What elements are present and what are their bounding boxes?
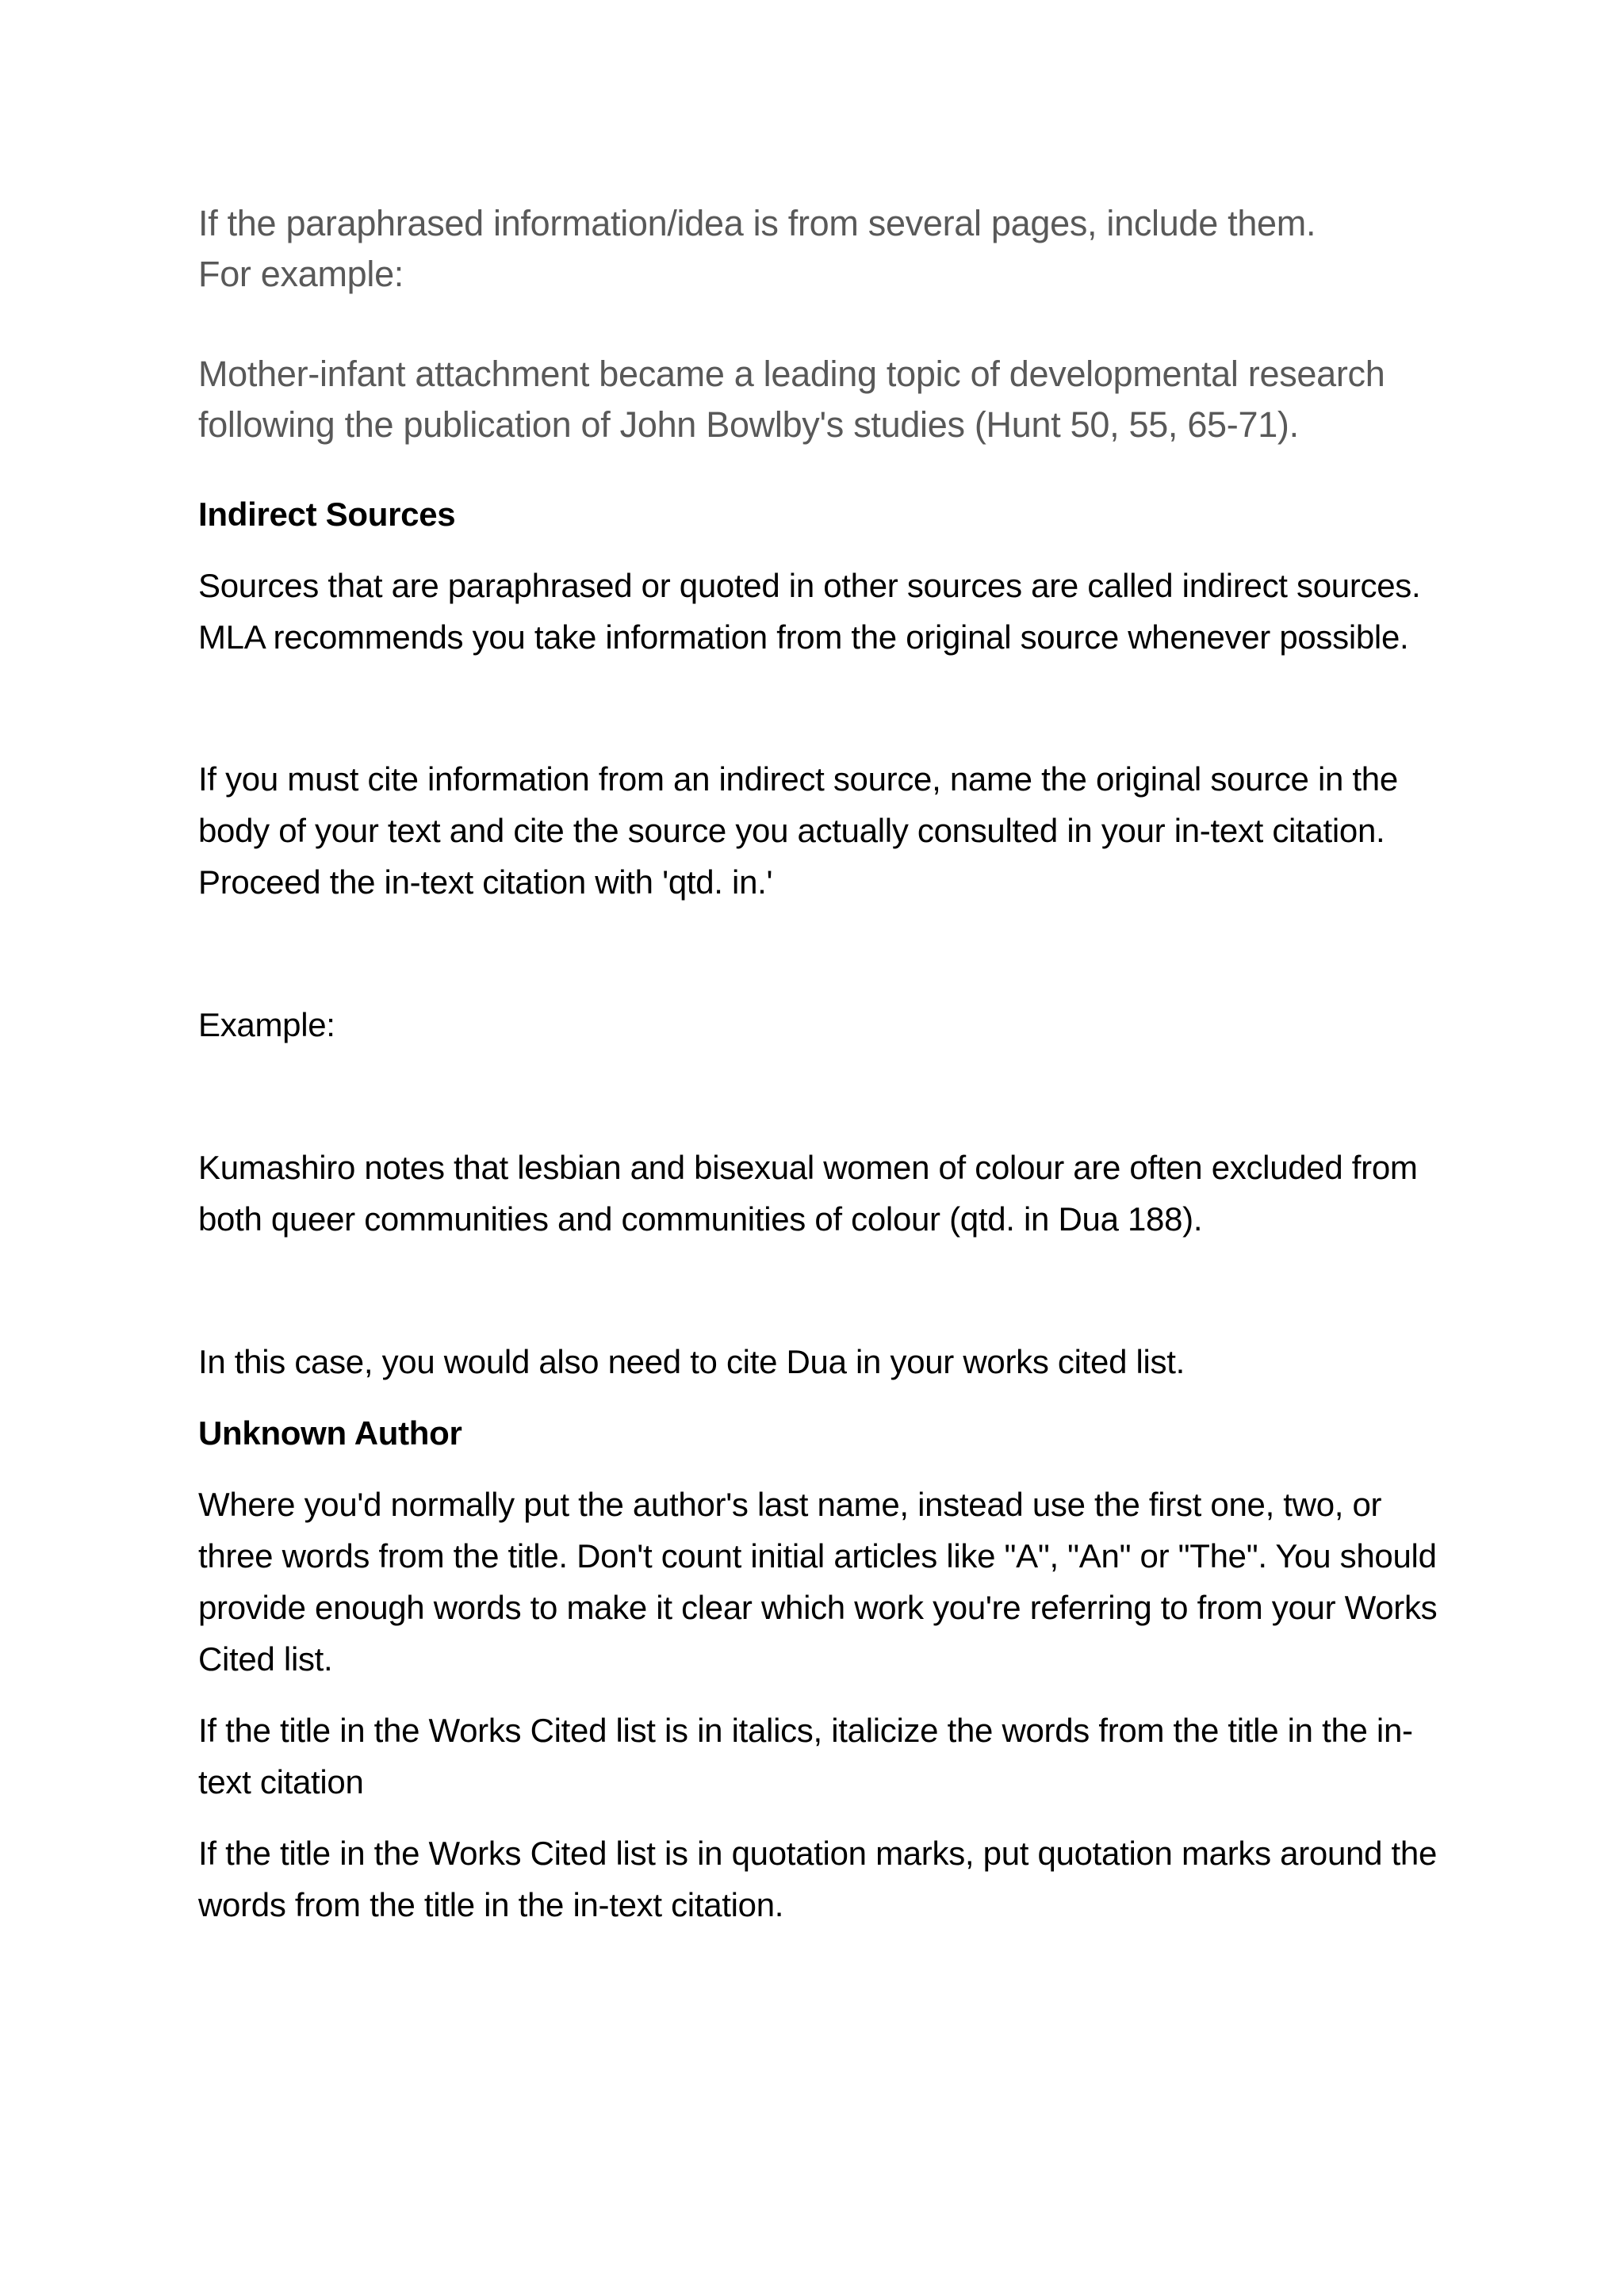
- document-page: [198, 198, 1451, 1931]
- multi-page-intro-line1: If the paraphrased information/idea is from several pages, include them.: [198, 203, 1316, 243]
- multi-page-example: Mother-infant attachment became a leading topic of developmental research following the publication of John Bowlby's studies (Hunt 50, 55, 65-71).: [198, 354, 1385, 445]
- multi-page-intro-line2: For example:: [198, 254, 404, 294]
- unknown-author-para1: Where you'd normally put the author's last name, instead use the first one, two, or three words from the title. Don't count initial articles like "A", "An" or "The". You should provide enough words to make it clear which work you're referring to from your Works Cited list.: [198, 1486, 1438, 1678]
- indirect-sources-example-label: Example:: [198, 1006, 335, 1043]
- unknown-author-heading: Unknown Author: [198, 1414, 462, 1452]
- multi-page-intro: [198, 198, 1451, 300]
- indirect-sources-definition: Sources that are paraphrased or quoted in other sources are called indirect sources. MLA recommends you take information from the original source whenever possible.: [198, 567, 1421, 656]
- indirect-sources-heading: Indirect Sources: [198, 496, 456, 533]
- unknown-author-para3: If the title in the Works Cited list is in quotation marks, put quotation marks around the words from the title in the in-text citation.: [198, 1835, 1438, 1923]
- indirect-sources-note: In this case, you would also need to cite Dua in your works cited list.: [198, 1343, 1185, 1380]
- unknown-author-para2: If the title in the Works Cited list is in italics, italicize the words from the title in the in-text citation: [198, 1712, 1413, 1800]
- indirect-sources-example: Kumashiro notes that lesbian and bisexual women of colour are often excluded from both queer communities and communities of colour (qtd. in Dua 188).: [198, 1149, 1418, 1238]
- indirect-sources-instruction: If you must cite information from an indirect source, name the original source in the body of your text and cite the source you actually consulted in your in-text citation. Proceed the in-text citation with 'qtd. in.': [198, 760, 1398, 901]
